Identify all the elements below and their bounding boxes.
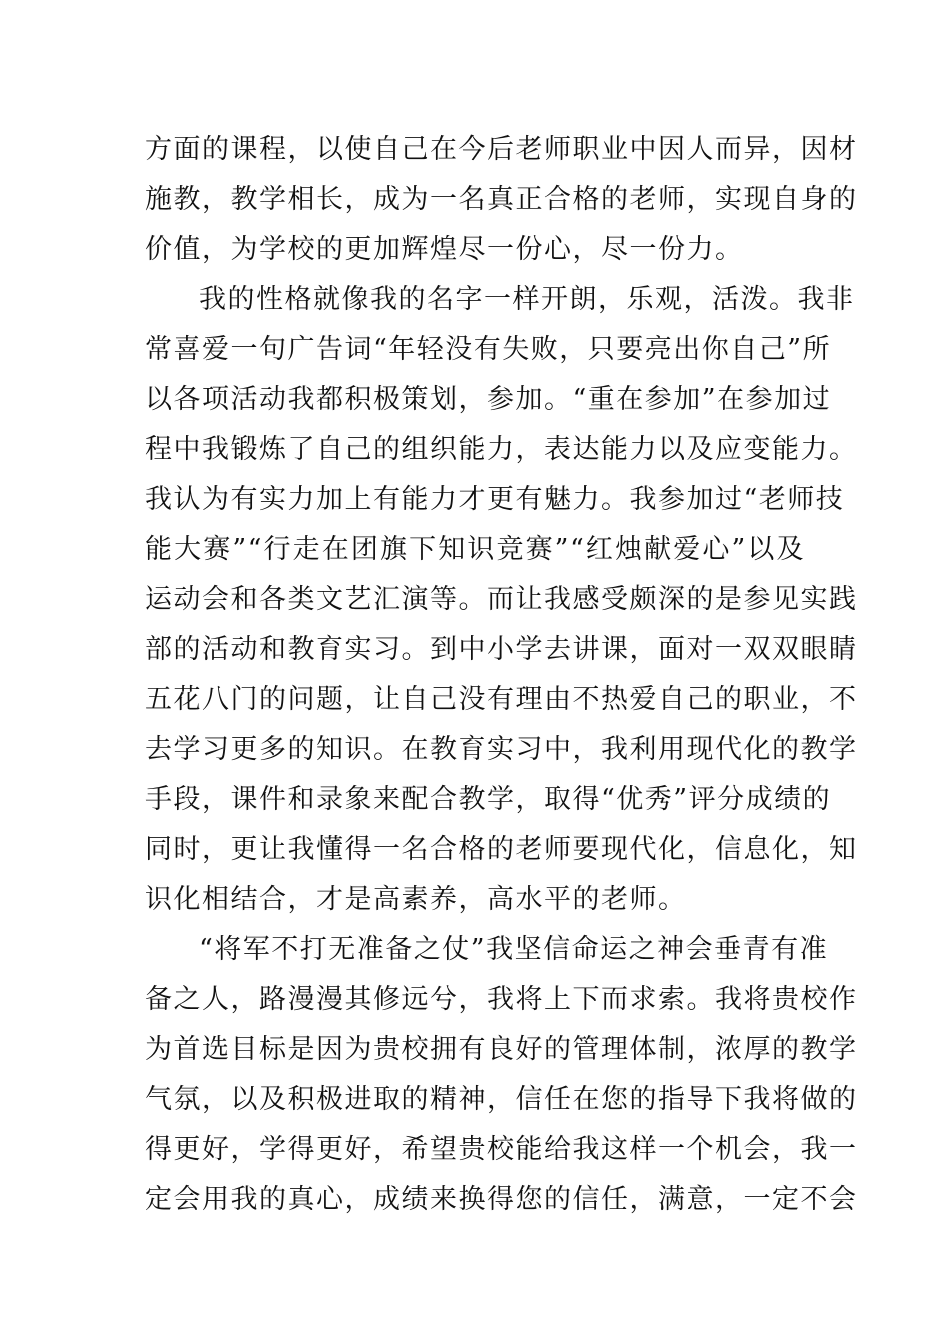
text-line: 常喜爱一句广告词“年轻没有失败，只要亮出你自己”所 bbox=[145, 334, 832, 365]
document-body bbox=[145, 125, 858, 1225]
paragraph-2 bbox=[145, 275, 858, 925]
text-line: 同时，更让我懂得一名合格的老师要现代化，信息化，知 bbox=[145, 834, 858, 865]
text-line: 价值，为学校的更加辉煌尽一份心，尽一份力。 bbox=[145, 234, 744, 265]
text-line: 气氛，以及积极进取的精神，信任在您的指导下我将做的 bbox=[145, 1084, 858, 1115]
text-line: 为首选目标是因为贵校拥有良好的管理体制，浓厚的教学 bbox=[145, 1034, 858, 1065]
text-line: 五花八门的问题，让自己没有理由不热爱自己的职业，不 bbox=[145, 684, 858, 715]
paragraph-3 bbox=[145, 925, 858, 1225]
text-line: 运动会和各类文艺汇演等。而让我感受颇深的是参见实践 bbox=[145, 584, 858, 615]
text-line: 施教，教学相长，成为一名真正合格的老师，实现自身的 bbox=[145, 184, 858, 215]
text-line: 能大赛”“行走在团旗下知识竞赛”“红烛献爱心”以及 bbox=[145, 534, 805, 565]
text-line: 方面的课程，以使自己在今后老师职业中因人而异，因材 bbox=[145, 134, 858, 165]
text-line: “将军不打无准备之仗”我坚信命运之神会垂青有准 bbox=[199, 934, 829, 965]
text-line: 备之人，路漫漫其修远兮，我将上下而求索。我将贵校作 bbox=[145, 984, 858, 1015]
text-line: 以各项活动我都积极策划，参加。“重在参加”在参加过 bbox=[145, 384, 832, 415]
text-line: 程中我锻炼了自己的组织能力，表达能力以及应变能力。 bbox=[145, 434, 858, 465]
text-line: 我认为有实力加上有能力才更有魅力。我参加过“老师技 bbox=[145, 484, 845, 515]
text-line: 我的性格就像我的名字一样开朗，乐观，活泼。我非 bbox=[199, 284, 855, 315]
text-line: 去学习更多的知识。在教育实习中，我利用现代化的教学 bbox=[145, 734, 858, 765]
text-line: 定会用我的真心，成绩来换得您的信任，满意，一定不会 bbox=[145, 1184, 858, 1215]
paragraph-1 bbox=[145, 125, 858, 275]
text-line: 识化相结合，才是高素养，高水平的老师。 bbox=[145, 884, 687, 915]
text-line: 部的活动和教育实习。到中小学去讲课，面对一双双眼睛 bbox=[145, 634, 858, 665]
text-line: 手段，课件和录象来配合教学，取得“优秀”评分成绩的 bbox=[145, 784, 832, 815]
text-line: 得更好，学得更好，希望贵校能给我这样一个机会，我一 bbox=[145, 1134, 858, 1165]
